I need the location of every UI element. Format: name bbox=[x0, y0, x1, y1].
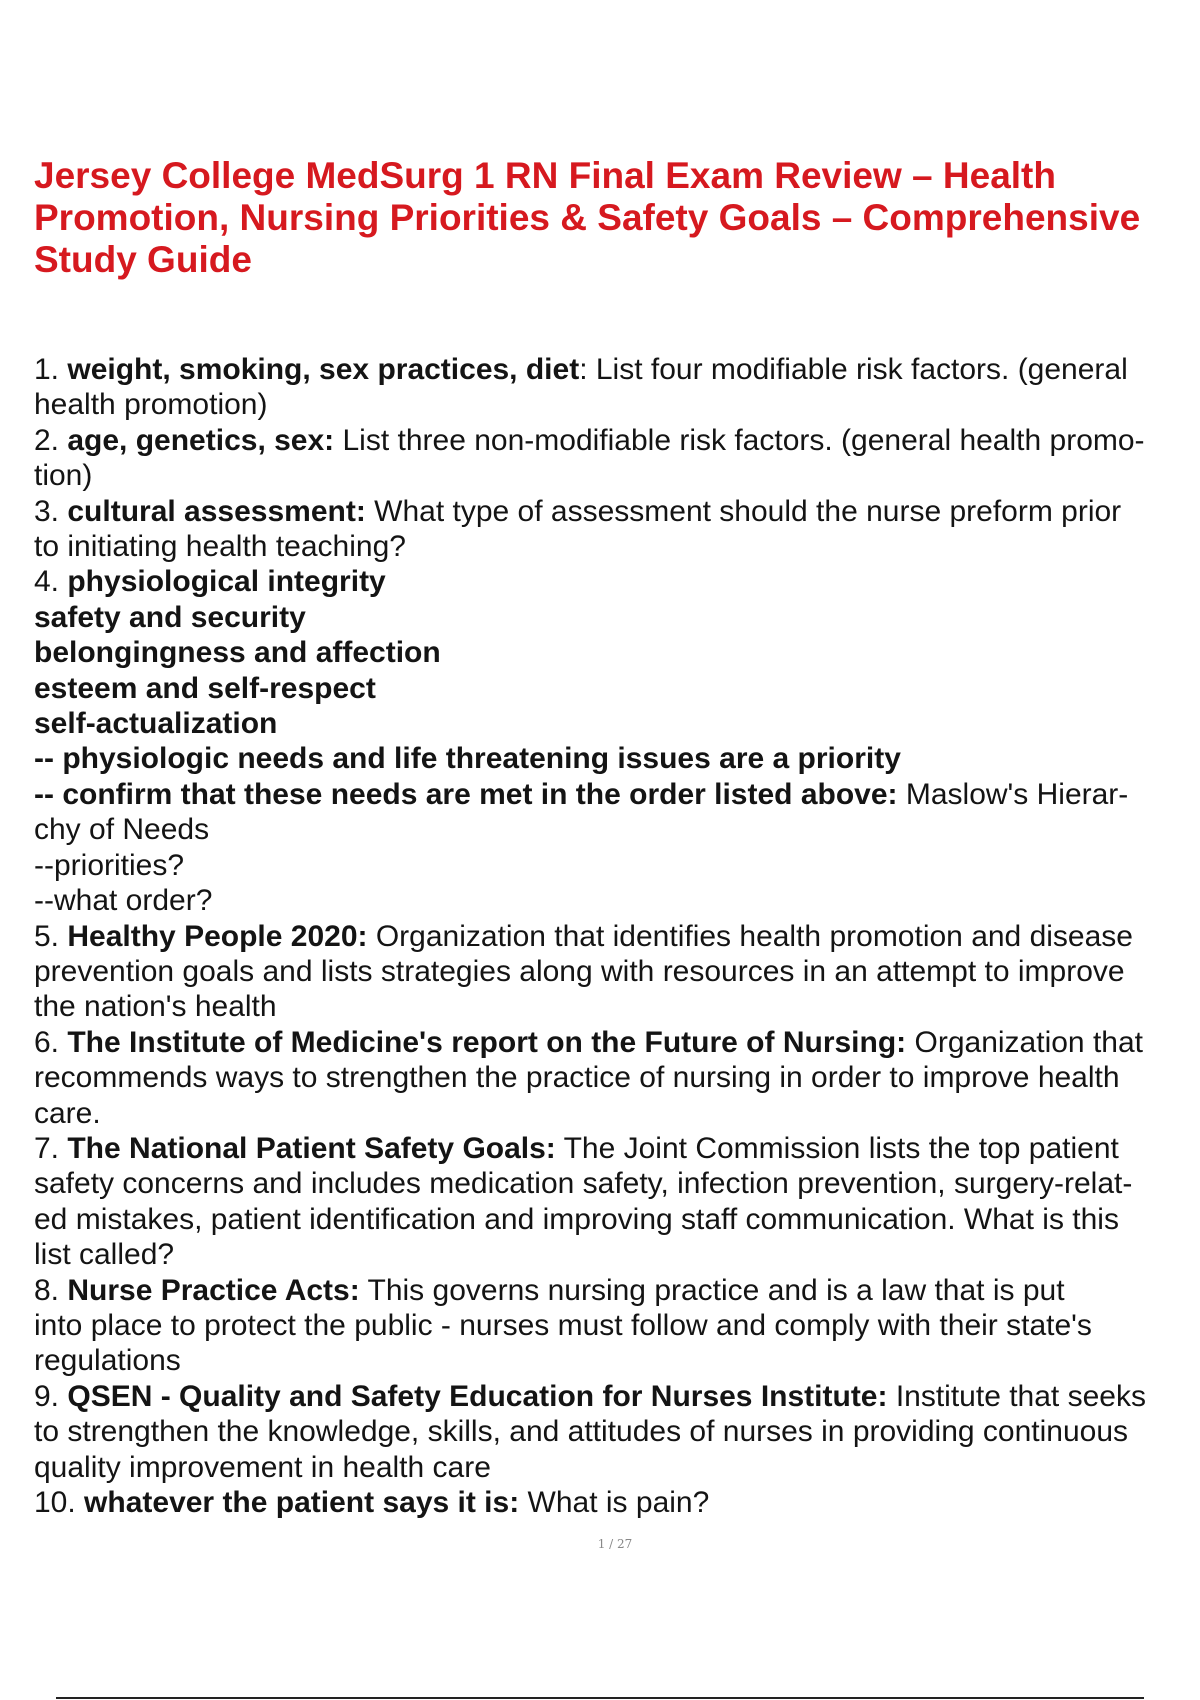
item-number: 2. bbox=[34, 423, 68, 457]
question-text: List three non-modifiable risk factors. (general health promo- bbox=[334, 423, 1145, 457]
title-line-1: Jersey College MedSurg 1 RN Final Exam Review – Health bbox=[34, 155, 1056, 196]
text-line bbox=[34, 1379, 1200, 1414]
question-text: Organization that bbox=[906, 1025, 1143, 1059]
item-number: 6. bbox=[34, 1025, 68, 1059]
text-line bbox=[34, 848, 1200, 883]
text-line bbox=[34, 1273, 1200, 1308]
text-line bbox=[34, 1237, 1200, 1272]
question-text: to strengthen the knowledge, skills, and attitudes of nurses in providing continuous bbox=[34, 1415, 1129, 1449]
page-number: 1 / 27 bbox=[597, 1537, 633, 1551]
text-line bbox=[34, 777, 1200, 812]
question-text: : List four modifiable risk factors. (general bbox=[579, 353, 1128, 386]
item-number: 3. bbox=[34, 494, 68, 528]
answer-term: -- physiologic needs and life threatening issues are a priority bbox=[34, 742, 901, 776]
text-line bbox=[34, 1414, 1200, 1449]
question-text: safety concerns and includes medication safety, infection prevention, surgery-relat- bbox=[34, 1167, 1133, 1201]
question-text: into place to protect the public - nurses must follow and comply with their state's bbox=[34, 1308, 1092, 1342]
answer-term: safety and security bbox=[34, 600, 306, 634]
item-number: 9. bbox=[34, 1379, 68, 1413]
text-line bbox=[34, 458, 1200, 493]
text-line bbox=[34, 812, 1200, 847]
question-text: prevention goals and lists strategies along with resources in an attempt to improve bbox=[34, 954, 1125, 988]
text-line bbox=[34, 494, 1200, 529]
text-line bbox=[34, 706, 1200, 741]
title-line-2: Promotion, Nursing Priorities & Safety Goals – Comprehensive bbox=[34, 197, 1141, 238]
question-text: What type of assessment should the nurse preform prior bbox=[365, 494, 1122, 528]
question-text: care. bbox=[34, 1096, 101, 1130]
answer-term: esteem and self-respect bbox=[34, 671, 376, 705]
answer-term: physiological integrity bbox=[67, 565, 386, 599]
text-line bbox=[34, 1166, 1200, 1201]
answer-term: -- confirm that these needs are met in the order listed above: bbox=[34, 777, 898, 811]
text-line bbox=[34, 1096, 1200, 1131]
question-text: regulations bbox=[34, 1344, 181, 1378]
question-text: This governs nursing practice and is a law that is put bbox=[359, 1273, 1065, 1307]
item-number: 4. bbox=[34, 565, 68, 599]
answer-term: The Institute of Medicine's report on the Future of Nursing: bbox=[67, 1025, 907, 1059]
text-line bbox=[34, 671, 1200, 706]
text-line bbox=[34, 529, 1200, 564]
text-line bbox=[34, 1202, 1200, 1237]
answer-term: Nurse Practice Acts: bbox=[67, 1273, 360, 1307]
answer-term: whatever the patient says it is: bbox=[84, 1486, 520, 1519]
text-line bbox=[34, 1025, 1200, 1060]
bottom-rule bbox=[56, 1697, 1144, 1699]
answer-term: self-actualization bbox=[34, 707, 278, 741]
question-text: ed mistakes, patient identification and improving staff communication. What is this bbox=[34, 1202, 1119, 1236]
text-line bbox=[34, 741, 1200, 776]
text-line bbox=[34, 423, 1200, 458]
question-text: --priorities? bbox=[34, 848, 185, 882]
text-line bbox=[34, 1343, 1200, 1378]
answer-term: cultural assessment: bbox=[67, 494, 366, 528]
answer-term: QSEN - Quality and Safety Education for Nurses Institute: bbox=[67, 1379, 888, 1413]
text-line bbox=[34, 387, 1200, 422]
question-text: tion) bbox=[34, 459, 93, 493]
text-line bbox=[34, 1485, 1200, 1520]
question-text: --what order? bbox=[34, 884, 213, 918]
text-line bbox=[34, 635, 1200, 670]
page-title bbox=[34, 155, 1184, 281]
text-line bbox=[34, 1131, 1200, 1166]
answer-term: age, genetics, sex: bbox=[67, 423, 335, 457]
question-text: the nation's health bbox=[34, 990, 277, 1024]
question-text: list called? bbox=[34, 1238, 175, 1272]
question-text: Institute that seeks bbox=[887, 1379, 1146, 1413]
question-text: to initiating health teaching? bbox=[34, 530, 406, 564]
title-line-3: Study Guide bbox=[34, 239, 252, 280]
question-text: The Joint Commission lists the top patient bbox=[555, 1131, 1119, 1165]
text-line bbox=[34, 600, 1200, 635]
item-number: 5. bbox=[34, 919, 68, 953]
answer-term: The National Patient Safety Goals: bbox=[67, 1131, 556, 1165]
question-text: quality improvement in health care bbox=[34, 1450, 491, 1484]
text-line bbox=[34, 352, 1200, 387]
question-text: What is pain? bbox=[519, 1486, 710, 1519]
question-text: recommends ways to strengthen the practice of nursing in order to improve health bbox=[34, 1061, 1120, 1095]
qa-list bbox=[34, 352, 1200, 1520]
text-line bbox=[34, 1450, 1200, 1485]
answer-term: belongingness and affection bbox=[34, 636, 441, 670]
answer-term: weight, smoking, sex practices, diet bbox=[67, 353, 580, 386]
question-text: chy of Needs bbox=[34, 813, 210, 847]
text-line bbox=[34, 919, 1200, 954]
text-line bbox=[34, 954, 1200, 989]
item-number: 10. bbox=[34, 1486, 85, 1519]
text-line bbox=[34, 1308, 1200, 1343]
text-line bbox=[34, 564, 1200, 599]
text-line bbox=[34, 1060, 1200, 1095]
text-line bbox=[34, 883, 1200, 918]
item-number: 1. bbox=[34, 353, 68, 386]
text-line bbox=[34, 989, 1200, 1024]
question-text: Maslow's Hierar- bbox=[897, 777, 1129, 811]
question-text: Organization that identifies health promotion and disease bbox=[367, 919, 1133, 953]
item-number: 8. bbox=[34, 1273, 68, 1307]
answer-term: Healthy People 2020: bbox=[67, 919, 368, 953]
item-number: 7. bbox=[34, 1131, 68, 1165]
question-text: health promotion) bbox=[34, 388, 268, 422]
